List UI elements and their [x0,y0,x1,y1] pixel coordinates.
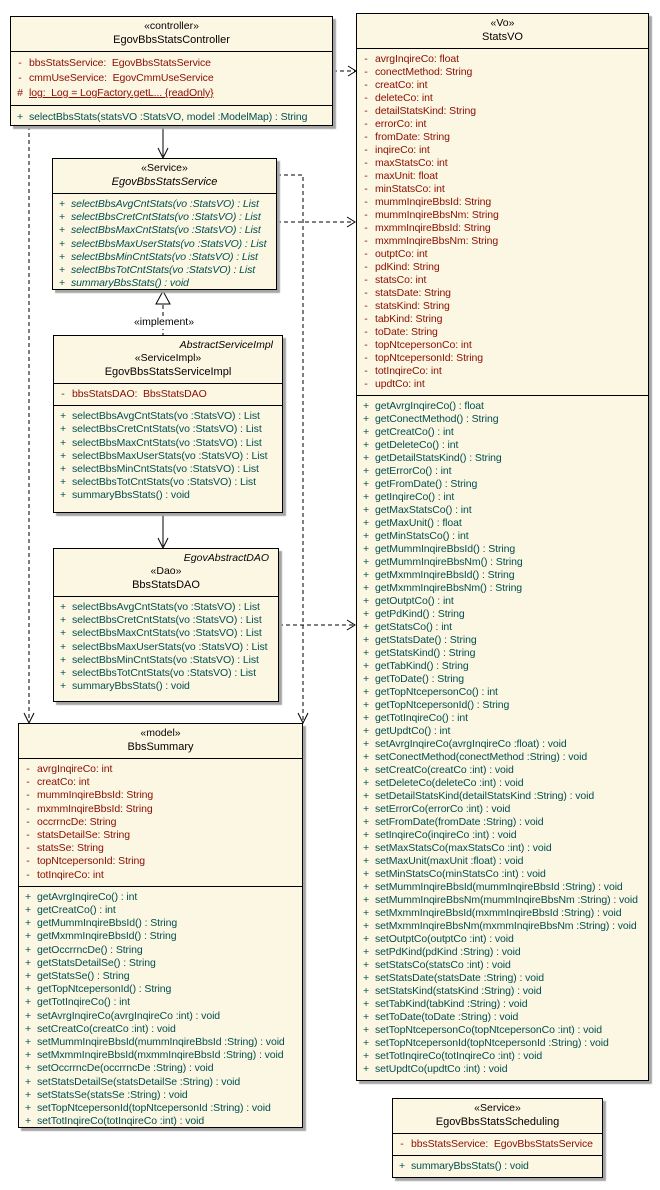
operation-row: + getStatsDate() : String [362,634,477,646]
operation-row: + setStatsCo(statsCo :int) : void [362,959,511,971]
operation-row: + selectBbsTotCntStats(vo :StatsVO) : List [59,667,256,680]
operations-compartment [11,105,332,126]
attribute-row: - bbsStatsDAO: BbsStatsDAO [61,388,207,400]
class-box-egovbbsstatsserviceimpl [53,335,283,513]
operation-row: + selectBbsAvgCntStats(vo :StatsVO) : List [59,601,260,613]
operation-row: + setCreatCo(creatCo :int) : void [24,1022,176,1035]
operation-row: + selectBbsMaxUserStats(vo :StatsVO) : List [59,449,268,462]
class-box-egovbbsstatsservice [52,158,277,290]
operation-row: + setAvrgInqireCo(avrgInqireCo :float) : void [362,738,567,750]
operation-row: + summaryBbsStats() : void [58,277,189,290]
operation-row: + setMummInqireBbsNm(mummInqireBbsNm :String) : void [362,894,638,906]
attribute-row: - deleteCo: int [364,92,433,104]
attribute-row: - mummInqireBbsId: String [26,789,154,802]
operation-row: + getPdKind() : String [362,608,465,620]
attributes-compartment [19,758,302,886]
operation-row: + selectBbsTotCntStats(vo :StatsVO) : List [58,264,256,277]
attribute-row: - errorCo: int [364,118,427,130]
operation-row: + getTopNtcepersonCo() : int [362,686,498,698]
attribute-row: - creatCo: int [364,79,428,91]
operation-row: + setPdKind(pdKind :String) : void [362,946,521,958]
operation-row: + getTopNtcepersonId() : String [362,699,510,711]
operation-row: + setInqireCo(inqireCo :int) : void [362,829,517,841]
attribute-row: - tabKind: String [364,313,443,325]
attribute-row: - statsSe: String [26,842,104,855]
operation-row: + summaryBbsStats() : void [59,489,190,502]
class-box-bbssummary [18,723,303,1128]
operation-row: + setStatsKind(statsKind :String) : void [362,985,542,997]
class-header [19,724,302,758]
operation-row: + selectBbsMinCntStats(vo :StatsVO) : List [59,653,259,666]
class-box-egovbbsstatsscheduling [392,1098,603,1178]
operation-row: + getDeleteCo() : int [362,439,459,451]
attribute-row: - fromDate: String [364,131,450,143]
class-header [393,1099,602,1133]
operation-row: + getMinStatsCo() : int [362,530,469,542]
operation-row: + setTopNtcepersonCo(topNtcepersonCo :int) : void [362,1024,602,1036]
operation-row: + getMxmmInqireBbsId() : String [24,930,177,943]
attribute-row: - topNtcepersonCo: int [364,339,472,351]
class-box-bbsstatsdao [53,548,279,702]
class-name: EgovBbsStatsServiceImpl [104,366,232,378]
attribute-row: - maxStatsCo: int [364,157,448,169]
operation-row: + setToDate(toDate :String) : void [362,1011,519,1023]
operation-row: + setDetailStatsKind(detailStatsKind :String) : void [362,790,595,802]
attribute-row: - pdKind: String [364,261,440,273]
attribute-row: - mxmmInqireBbsId: String [364,222,491,234]
operation-row: + getMxmmInqireBbsNm() : String [362,582,523,594]
operation-row: + setOutptCo(outptCo :int) : void [362,933,514,945]
attribute-row: - toDate: String [364,326,438,338]
class-name: BbsSummary [127,741,194,753]
operation-row: + setTopNtcepersonId(topNtcepersonId :String) : void [362,1037,609,1049]
attributes-compartment [54,383,282,405]
operation-row: + setStatsDate(statsDate :String) : void [362,972,544,984]
operation-row: + setAvrgInqireCo(avrgInqireCo :int) : void [24,1009,221,1022]
superclass-tag: AbstractServiceImpl [179,339,273,351]
dependency-dao-to-statsvo [279,620,355,630]
attribute-row: - outptCo: int [364,248,428,260]
operation-row: + setCreatCo(creatCo :int) : void [362,764,514,776]
operation-row: + setMaxUnit(maxUnit :float) : void [362,855,524,867]
operation-row: + getInqireCo() : int [362,491,455,503]
implement-edge-label: «implement» [118,316,210,329]
operation-row: + setStatsSe(statsSe :String) : void [24,1088,188,1101]
attribute-row: - maxUnit: float [364,170,438,182]
attribute-row: - topNtcepersonId: String [26,855,146,868]
class-stereotype: «Dao» [150,565,182,577]
attribute-row: - mxmmInqireBbsId: String [26,802,153,815]
class-stereotype: «Service» [474,1102,521,1114]
attribute-row: - updtCo: int [364,378,425,390]
operation-row: + getMummInqireBbsNm() : String [362,556,523,568]
operation-row: + setConectMethod(conectMethod :String) : void [362,751,588,763]
operation-row: + getMxmmInqireBbsId() : String [362,569,515,581]
operation-row: + getTotInqireCo() : int [24,996,130,1009]
operation-row: + getOccrrncDe() : String [24,943,143,956]
operation-row: + getMaxUnit() : float [362,517,462,529]
class-name: EgovBbsStatsScheduling [435,1116,560,1128]
class-name: EgovBbsStatsService [111,176,218,188]
operation-row: + summaryBbsStats() : void [398,1160,529,1173]
operation-row: + getStatsKind() : String [362,647,476,659]
operation-row: + selectBbsMaxCntStats(vo :StatsVO) : List [59,436,262,449]
operations-compartment [54,405,282,506]
operation-row: + setStatsDetailSe(statsDetailSe :String) : void [24,1075,241,1088]
operation-row: + setMaxStatsCo(maxStatsCo :int) : void [362,842,552,854]
operations-compartment [357,395,648,1080]
attribute-row: - topNtcepersonId: String [364,352,484,364]
operation-row: + getStatsDetailSe() : String [24,956,156,969]
operation-row: + setMxmmInqireBbsId(mxmmInqireBbsId :String) : void [24,1049,284,1062]
operation-row: + selectBbsMinCntStats(vo :StatsVO) : List [58,250,258,263]
class-header [54,336,282,383]
operation-row: + selectBbsTotCntStats(vo :StatsVO) : List [59,476,256,489]
attribute-row: - bbsStatsService: EgovBbsStatsService [400,1138,593,1150]
operation-row: + setMinStatsCo(minStatsCo :int) : void [362,868,546,880]
attribute-row: - statsDate: String [364,287,451,299]
attributes-compartment [357,48,648,395]
operation-row: + setDeleteCo(deleteCo :int) : void [362,777,524,789]
dependency-controller-to-bbssummary [24,126,34,723]
operation-row: + getAvrgInqireCo() : float [362,400,484,412]
operations-compartment [19,886,302,1128]
operation-row: + getMummInqireBbsId() : String [362,543,516,555]
class-header [53,159,276,193]
operation-row: + getOutptCo() : int [362,595,454,607]
operation-row: + selectBbsStats(statsVO :StatsVO, model :ModelMap) : String [16,111,308,123]
class-stereotype: «model» [140,727,181,739]
operation-row: + setTotInqireCo(totInqireCo :int) : void [24,1115,205,1128]
class-box-statsvo [356,13,649,1081]
dependency-controller-to-statsvo [333,66,356,76]
operation-row: + getMummInqireBbsId() : String [24,917,178,930]
operation-row: + selectBbsAvgCntStats(vo :StatsVO) : List [58,198,259,210]
operation-row: + setTotInqireCo(totInqireCo :int) : void [362,1050,543,1062]
operations-compartment [53,193,276,290]
operation-row: + getErrorCo() : int [362,465,452,477]
attribute-row: - avrgInqireCo: float [364,53,459,65]
operation-row: + selectBbsCretCntStats(vo :StatsVO) : List [58,211,261,224]
class-name: EgovBbsStatsController [113,34,230,46]
operation-row: + setMxmmInqireBbsNm(mxmmInqireBbsNm :String) : void [362,920,637,932]
attribute-row: - avrgInqireCo: int [26,763,113,775]
class-stereotype: «controller» [144,20,199,32]
operation-row: + summaryBbsStats() : void [59,680,190,693]
class-name: BbsStatsDAO [132,579,200,591]
attribute-row: - statsDetailSe: String [26,829,131,842]
attribute-row: - bbsStatsService: EgovBbsStatsService [18,57,211,69]
class-stereotype: «ServiceImpl» [134,352,202,364]
operation-row: + getDetailStatsKind() : String [362,452,502,464]
attribute-row: - totInqireCo: int [26,868,104,881]
operation-row: + setTopNtcepersonId(topNtcepersonId :String) : void [24,1102,271,1115]
attribute-row: - minStatsCo: int [364,183,445,195]
class-header [357,14,648,48]
operation-row: + getFromDate() : String [362,478,478,490]
operation-row: + setMummInqireBbsId(mummInqireBbsId :String) : void [24,1036,285,1049]
attribute-row: - statsKind: String [364,300,450,312]
attribute-row: - detailStatsKind: String [364,105,477,117]
attributes-compartment [393,1133,602,1155]
operation-row: + setOccrrncDe(occrrncDe :String) : void [24,1062,214,1075]
attribute-row: - mummInqireBbsId: String [364,196,492,208]
attribute-row: - inqireCo: int [364,144,430,156]
operation-row: + selectBbsMaxCntStats(vo :StatsVO) : List [58,224,261,237]
attribute-row: - totInqireCo: int [364,365,442,377]
attributes-compartment [11,51,332,105]
operation-row: + selectBbsCretCntStats(vo :StatsVO) : List [59,614,262,627]
attribute-row: - mummInqireBbsNm: String [364,209,499,221]
attribute-row: - mxmmInqireBbsNm: String [364,235,499,247]
operation-row: + getMaxStatsCo() : int [362,504,472,516]
association-controller-to-service [158,126,168,158]
operation-row: + setFromDate(fromDate :String) : void [362,816,544,828]
class-box-egovbbsstatscontroller [10,16,333,126]
operation-row: + setMummInqireBbsId(mummInqireBbsId :String) : void [362,881,623,893]
operation-row: + getCreatCo() : int [24,904,116,917]
operation-row: + getAvrgInqireCo() : int [24,890,138,903]
operation-row: + setMxmmInqireBbsId(mxmmInqireBbsId :String) : void [362,907,622,919]
superclass-tag: EgovAbstractDAO [183,552,269,564]
operation-row: + selectBbsMaxUserStats(vo :StatsVO) : List [58,237,267,250]
attribute-row: # log: Log = LogFactory.getL... {readOnly} [17,87,214,99]
class-stereotype: «Vo» [490,17,515,29]
operation-row: + selectBbsMinCntStats(vo :StatsVO) : List [59,463,259,476]
class-header [11,17,332,51]
operation-row: + getStatsSe() : String [24,970,130,983]
association-serviceimpl-to-dao [158,513,168,548]
operation-row: + selectBbsMaxCntStats(vo :StatsVO) : List [59,627,262,640]
operation-row: + getTotInqireCo() : int [362,712,468,724]
operation-row: + selectBbsCretCntStats(vo :StatsVO) : List [59,423,262,436]
operations-compartment [393,1155,602,1177]
operation-row: + setErrorCo(errorCo :int) : void [362,803,511,815]
operation-row: + setTabKind(tabKind :String) : void [362,998,528,1010]
attribute-row: - occrrncDe: String [26,815,117,828]
operation-row: + getTopNtcepersonId() : String [24,983,172,996]
operation-row: + selectBbsAvgCntStats(vo :StatsVO) : List [59,410,260,423]
operation-row: + getTabKind() : String [362,660,469,672]
class-header [54,549,278,596]
attribute-row: - creatCo: int [26,776,90,789]
operation-row: + getUpdtCo() : int [362,725,451,737]
operation-row: + getToDate() : String [362,673,465,685]
class-name: StatsVO [482,31,523,43]
operation-row: + getConectMethod() : String [362,413,499,425]
operation-row: + getStatsCo() : int [362,621,452,633]
attribute-row: - statsCo: int [364,274,427,286]
attribute-row: - cmmUseService: EgovCmmUseService [18,72,214,84]
operations-compartment [54,596,278,697]
attribute-row: - conectMethod: String [364,66,473,78]
operation-row: + setUpdtCo(updtCo :int) : void [362,1063,508,1075]
class-stereotype: «Service» [141,162,188,174]
operation-row: + getCreatCo() : int [362,426,454,438]
dependency-service-to-statsvo [277,217,355,227]
operation-row: + selectBbsMaxUserStats(vo :StatsVO) : List [59,640,268,653]
